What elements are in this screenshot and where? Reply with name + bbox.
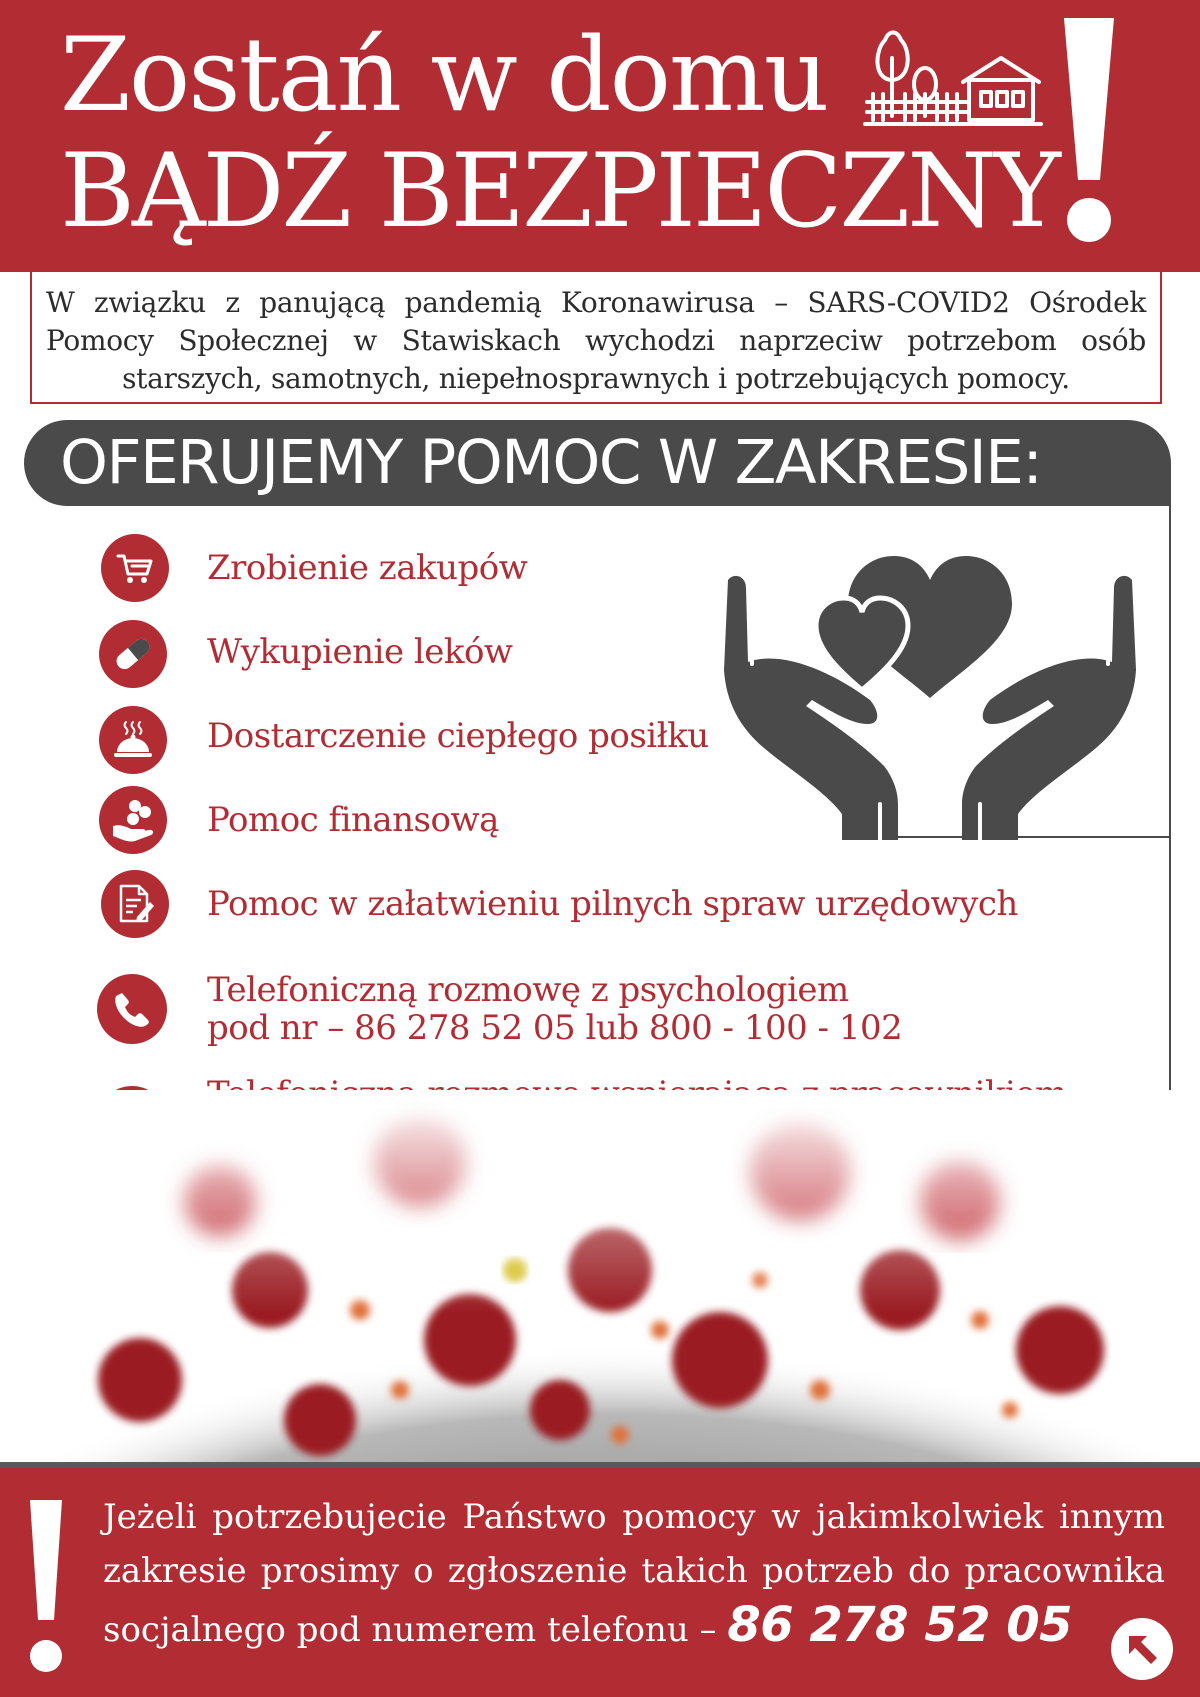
intro-text: W związku z panującą pandemią Koronawirusa – SARS-COVID2 Ośrodek Pomocy Społecznej w Stawiskach wychodzi naprzeciw potrzebom osób starszych, samotnych, niepełnosprawnych i potrzebujących pomocy. [46, 286, 1146, 395]
service-item-meal: Dostarczenie ciepłego posiłku [207, 716, 709, 756]
service-item-psychologist-line2: pod nr – 86 278 52 05 lub 800 - 100 - 102 [207, 1008, 903, 1048]
headline-stay-home: Zostań w domu [60, 16, 828, 135]
service-item-shopping: Zrobienie zakupów [207, 548, 528, 588]
exclamation-icon [1058, 14, 1120, 246]
service-item-medicine: Wykupienie leków [207, 632, 513, 672]
exclamation-icon [26, 1498, 66, 1676]
headline-be-safe: BĄDŹ BEZPIECZNY [60, 132, 1058, 251]
footer-phone-number: 86 278 52 05 [727, 1597, 1073, 1653]
footer-line-2: zakresie prosimy o zgłoszenie takich potrzeb do pracownika [103, 1551, 1165, 1591]
footer [0, 1468, 1200, 1697]
footer-message [103, 1490, 1165, 1657]
pill-icon [99, 620, 167, 688]
footer-line-1: Jeżeli potrzebujecie Państwo pomocy w jakimkolwiek innym [103, 1497, 1165, 1537]
shopping-cart-icon [101, 534, 169, 602]
offer-banner-title: OFERUJEMY POMOC W ZAKRESIE: [60, 427, 1042, 498]
coins-hand-icon [99, 786, 167, 854]
arrow-up-left-icon [1123, 1630, 1161, 1668]
service-item-official-matters: Pomoc w załatwieniu pilnych spraw urzędowych [207, 884, 1018, 924]
hands-hearts-icon [720, 552, 1140, 840]
home-icon [863, 28, 1043, 132]
offer-banner [24, 420, 1171, 506]
coronavirus-illustration [0, 1090, 1200, 1462]
document-pen-icon [101, 870, 169, 938]
footer-line-3-text: socjalnego pod numerem telefonu – [103, 1610, 728, 1650]
intro-box [30, 272, 1162, 404]
footer-line-3 [103, 1598, 1165, 1657]
scroll-up-button[interactable] [1111, 1618, 1173, 1680]
service-item-financial: Pomoc finansową [207, 800, 499, 840]
service-item-psychologist-line1: Telefoniczną rozmowę z psychologiem [207, 970, 849, 1010]
header-banner [0, 0, 1200, 272]
food-cloche-icon [99, 706, 167, 774]
phone-icon [97, 974, 167, 1044]
